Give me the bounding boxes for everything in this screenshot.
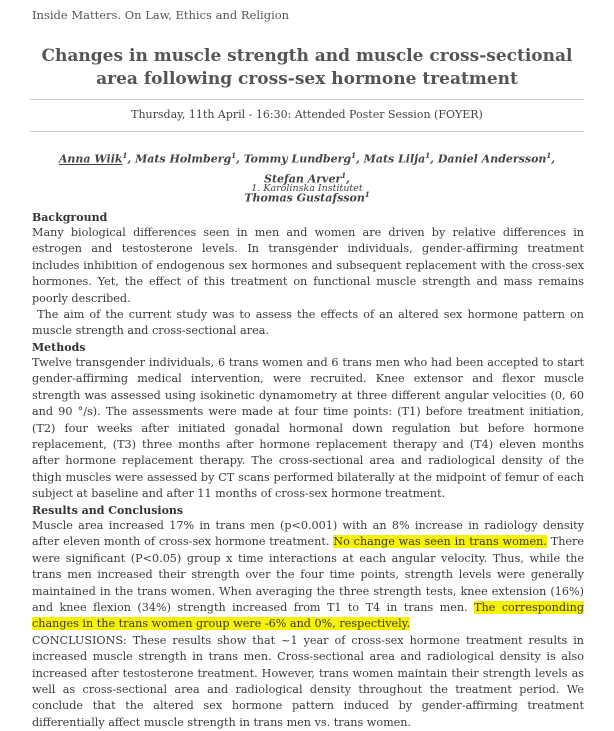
- methods-heading: Methods: [32, 341, 86, 354]
- highlight-trans-women: No change was seen in trans women.: [333, 535, 547, 549]
- methods-body: Twelve transgender individuals, 6 trans women and 6 trans men who had been accepted to start gender-affirming medical intervention, were recruited. Knee extensor and flexor muscle strength was assessed using isokinetic dynamometry at three different angular velocities (0, 60 and 90 °/s). The assessments were made at four time points: (T1) before treatment initiation, (T2) four weeks after initiated gonadal hormonal down regulation but before hormone replacement, (T3) three months after hormone replacement therapy and (T4) eleven months after hormone replacement therapy. The cross-sectional area and radiological density of the thigh muscles were assessed by CT scans performed bilaterally at the midpoint of femur of each subject at baseline and after 11 months of cross-sex hormone treatment.: [32, 356, 584, 501]
- background-body: [32, 225, 588, 340]
- journal-header: Inside Matters. On Law, Ethics and Religion: [32, 8, 290, 22]
- divider-top: [30, 99, 584, 100]
- author: Thomas Gustafsson: [244, 191, 365, 205]
- highlight-corresponding-changes: The corresponding changes in the trans women group were -6% and 0%, respectively.: [32, 601, 584, 631]
- aim-paragraph: The aim of the current study was to assess the effects of an altered sex hormone pattern on muscle strength and cross-sectional area.: [32, 308, 588, 338]
- author-list: Anna Wiik$^1$, Mats Holmberg$^1$, Tommy Lundberg$^1$, Mats Lilja$^1$, Daniel Andersson$^1$, Stefan Arver$^1$, Thomas Gustafsson$^1$: [58, 151, 556, 205]
- author: Mats Lilja: [363, 152, 426, 166]
- background-heading: Background: [32, 211, 108, 224]
- author-link[interactable]: Anna Wiik: [58, 152, 123, 166]
- author: Daniel Andersson: [437, 152, 547, 166]
- author: Mats Holmberg: [135, 152, 232, 166]
- results-body: [32, 518, 584, 731]
- background-paragraph: Many biological differences seen in men and women are driven by relative differences in estrogen and testosterone levels. In transgender individuals, gender-affirming treatment includes inhibition of endogenous sex hormones and subsequent replacement with the cross-sex hormones. Yet, the effect of this treatment on functional muscle strength and mass remains poorly described.: [32, 226, 584, 305]
- affiliation: 1. Karolinska Institutet: [251, 183, 363, 194]
- page-title: Changes in muscle strength and muscle cross-sectional area following cross-sex hormone treatment: [41, 46, 573, 89]
- author: Stefan Arver: [264, 172, 342, 186]
- results-paragraph: Muscle area increased 17% in trans men (p<0.001) with an 8% increase in radiology density after eleven month of cross-sex hormone treatment. No change was seen in trans women. There were significant (P<0.05) group x time interactions at each angular velocity. Thus, while the trans men increased their strength over the four time points, strength levels were generally maintained in the trans women. When averaging the three strength tests, knee extension (16%) and knee flexion (34%) strength increased from T1 to T4 in trans men. The corresponding changes in the trans women group were -6% and 0%, respectively.: [32, 519, 584, 631]
- results-heading: Results and Conclusions: [32, 504, 184, 517]
- conclusions-paragraph: CONCLUSIONS: These results show that ~1 year of cross-sex hormone treatment results in increased muscle strength in trans men. Cross-sectional area and radiological density is also increased after testosterone treatment. However, trans women maintain their strength levels as well as cross-sectional area and radiological density throughout the treatment period. We conclude that the altered sex hormone pattern induced by gender-affirming treatment differentially affect muscle strength in trans men vs. trans women.: [32, 633, 584, 729]
- author: Tommy Lundberg: [243, 152, 352, 166]
- session-info: Thursday, 11th April - 16:30: Attended Poster Session (FOYER): [131, 108, 483, 121]
- divider-bottom: [30, 131, 584, 132]
